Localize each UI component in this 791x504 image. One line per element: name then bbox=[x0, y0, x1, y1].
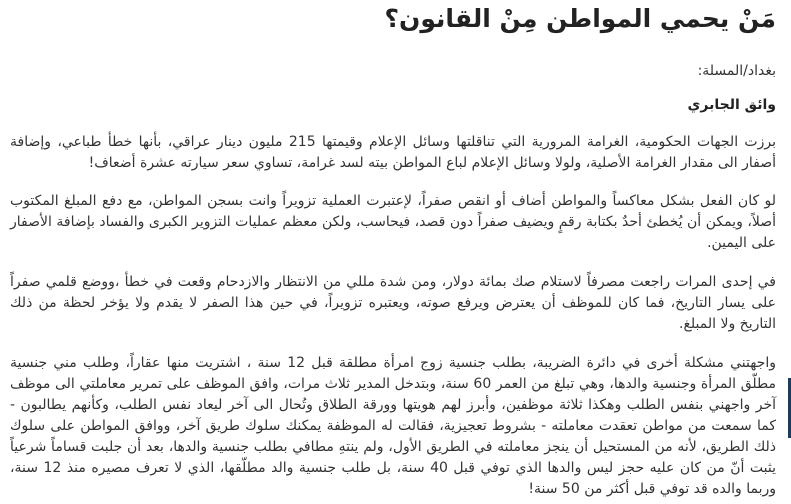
article-paragraph: واجهتني مشكلة أخرى في دائرة الضريبة، بطلب جنسية زوج امرأة مطلقة قبل 12 سنة ، اشتريت منها عقاراً، وطلب مني جنسية مطلّق المرأة وجنسية والدها، وهي تبلغ من العمر 60 سنة، وبتدخل المدير ثلاث مرات، وافق الموظف على تمرير معاملتي الى موظف آخر واجهني بنفس الطلب وهكذا ثلاثة موظفين، وأبرز لهم هويتها وورقة الطلاق وتُحال الى آخر ليعاد نفس الطلب، وكأنهم يطالبون - كما سمعت من مواطن تعقدت معاملته - بشروط تعجيزية، فقالت له الموظفة يمكنك سلوك طريق آخر، ووافق المواطن على سلوك ذلك الطريق، لأنه من المستحيل أن ينجز معاملته في الطريق الأول، ولم ينتهِ مطافي بطلب جنسية والدها، بعد أن جلبت قساماً شرعياً يثبت أنّ من كان عليه حجز ليس والدها الذي توفي قبل 40 سنة، بل طلب جنسية والد مطلّقها، الذي لا تعرف مصيره منذ 12 سنة، وربما والده قد توفي قبل أكثر من 50 سنة! bbox=[10, 355, 776, 497]
article-author: وائق الجابري bbox=[687, 97, 776, 113]
article-paragraph: في إحدى المرات راجعت مصرفاً لاستلام صك بمائة دولار، ومن شدة مللي من الانتظار والازدحام وقعت في خطأ ،ووضع قلمي صفراً على يسار التاريخ، فما كان للموظف أن يعترض ويرفع صوته، ويعتبره تزويراً، في حين هذا الصفر لا يقدم ولا يؤخر لحظة من ذلك التاريخ ولا المبلغ. bbox=[10, 274, 776, 332]
article-title: مَنْ يحمي المواطن مِنْ القانون؟ bbox=[384, 4, 776, 33]
article-paragraph: لو كان الفعل بشكل معاكساً والمواطن أضاف أو انقص صفراً، لإعتبرت العملية تزويراً وانت بسجن المواطن، مع دفع المبلغ المكتوب أصلاً، ويمكن أن يُخطئ أحدٌ بكتابة رقمٍ ويضيف صفراً دون قصد، فيحاسب، ولكن معظم عمليات التزوير الكبرى والفساد بإضافة الأصفار على اليمين. bbox=[10, 193, 776, 251]
article-dateline: بغداد/المسلة: bbox=[697, 63, 776, 79]
article-paragraph: برزت الجهات الحكومية، الغرامة المرورية التي تناقلتها وسائل الإعلام وقيمتها 215 مليون دينار عراقي، بأنها خطأ طباعي، وإضافة أصفار الى مقدار الغرامة الأصلية، ولولا وسائل الإعلام لباع المواطن بيته لسد غرامة، تساوي سعر سيارته عشرة أضعاف! bbox=[10, 134, 776, 171]
